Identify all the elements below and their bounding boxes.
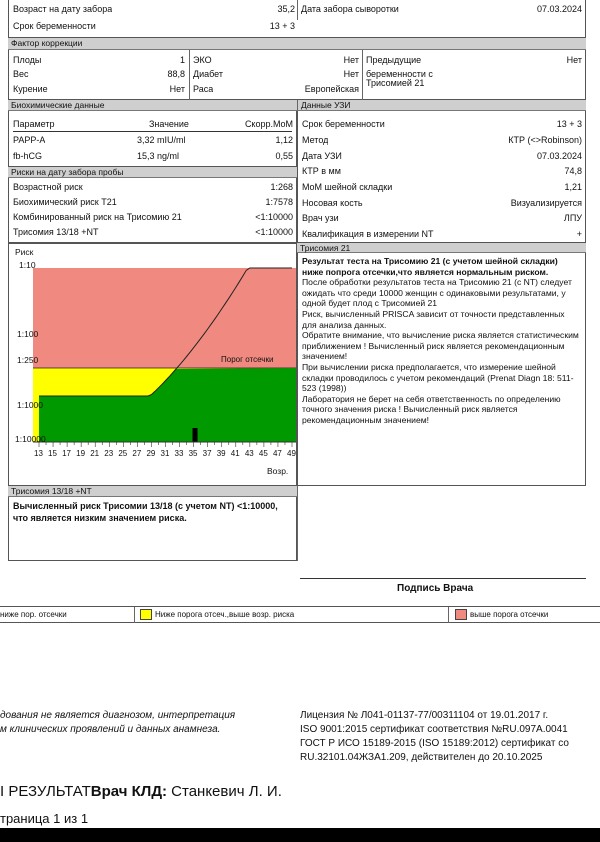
usi-value: Визуализируется [510,198,582,208]
x-axis-labels [9,449,296,461]
t21-title: Результат теста на Трисомию 21 (с учетом шейной складки) ниже попрога отсечки,что является нормальным риском. [302,256,558,277]
x-tick-label: 21 [90,449,100,458]
usi-value: + [576,229,582,239]
x-tick-label: 13 [34,449,43,458]
risk-value: 1:7578 [265,197,293,207]
list-item [9,211,296,224]
license-line-2: ISO 9001:2015 сертификат соответствия №RU.097A.0041 [300,724,568,735]
x-tick-label: 31 [160,449,170,458]
list-item [9,196,296,209]
page-number: траница 1 из 1 [0,811,89,826]
x-tick-label: 37 [202,449,212,458]
disclaimer-line-1: дования не является диагнозом, интерпретация [0,710,236,721]
x-tick-label: 33 [174,449,184,458]
usi-label: Метод [302,135,329,145]
x-tick-label: 17 [62,449,72,458]
prev-value: Нет [566,55,582,65]
risk-value: <1:10000 [255,212,293,222]
license-line-1: Лицензия № Л041-01137-77/00311104 от 19.01.2017 г. [300,710,549,721]
license-line-4: RU.32101.04ЖЗА1.209, действителен до 20.10.2025 [300,752,543,763]
t21-paragraph: После обработки результатов теста на Трисомию 21 (с NT) следует ожидать что среди 10000 женщин с одинаковыми результатами, у одной будет плод с Трисомией 21 [302,277,572,309]
col-value: Значение [149,119,189,129]
x-tick-label: 49 [287,449,296,458]
list-item [298,212,585,225]
t21-header: Трисомия 21 [297,243,586,253]
param-name: PAPP-A [13,135,46,145]
ivf-value: Нет [343,55,359,65]
weight-value: 88,8 [167,69,185,79]
ivf-label: ЭКО [193,55,212,65]
disclaimer-line-2: м клинических проявлений и данных анамнеза. [0,724,221,735]
table-row [9,150,296,163]
age-axis-label: Возр. [267,466,289,476]
ga-value: 13 + 3 [269,21,295,31]
usi-value: 07.03.2024 [536,151,582,161]
x-tick-label: 47 [272,449,282,458]
diabetes-label: Диабет [193,69,224,79]
ytick-10: 1:10 [19,260,36,270]
list-item [298,118,585,131]
prev-label-1: Предыдущие [366,55,422,65]
list-item [298,134,585,147]
risks-section [8,178,297,243]
legend [0,606,600,623]
param-mom: 1,12 [275,135,293,145]
risk-value: <1:10000 [255,227,293,237]
risk-label: Биохимический риск T21 [13,197,117,207]
list-item [298,197,585,210]
patient-risk-marker [193,428,198,442]
usi-label: КТР в мм [302,166,341,176]
usi-header: Данные УЗИ [297,100,586,111]
doctor-label: Врач КЛД: [90,783,167,800]
legend-item-mid: Ниже порога отсеч.,выше возр. риска [155,610,295,619]
usi-label: Носовая кость [302,198,363,208]
license-line-3: ГОСТ Р ИСО 15189-2015 (ISO 15189:2012) сертификат со [300,738,569,749]
legend-item-low: ниже пор. отсечки [0,610,67,619]
result-line [0,783,282,800]
prev-label-3: Трисомией 21 [366,78,425,88]
x-tick-label: 39 [216,449,226,458]
t1318-header: Трисомия 13/18 +NT [8,486,297,497]
correction-header: Фактор коррекции [8,38,586,50]
t21-section [297,253,586,486]
list-item [9,226,296,239]
usi-value: 1,21 [564,182,582,192]
risk-chart [8,243,297,486]
biochem-header: Биохимические данные [8,100,297,111]
usi-value: 13 + 3 [556,119,582,129]
legend-red-square [455,609,467,620]
t21-paragraph: При вычислении риска предполагается, что измерение шейной складки проводилось с учетом рекомендаций (Prenat Diagn 18: 511-523 (1998)) [302,361,574,394]
age-value: 35,2 [277,4,295,14]
table-row [9,134,296,147]
biochem-section [8,111,297,167]
doctor-signature-label: Подпись Врача [397,583,474,594]
list-item [9,181,296,194]
x-tick-label: 29 [146,449,156,458]
prev-label-2: беременности с [366,69,433,79]
list-item [298,150,585,163]
serum-date-label: Дата забора сыворотки [301,4,399,14]
list-item [298,165,585,178]
legend-item-high: выше порога отсечки [470,610,549,619]
usi-label: Дата УЗИ [302,151,342,161]
x-tick-label: 19 [76,449,86,458]
age-label: Возраст на дату забора [13,4,113,14]
risk-value: 1:268 [270,182,293,192]
x-tick-label: 27 [132,449,142,458]
x-tick-label: 23 [104,449,114,458]
t21-paragraph: Обратите внимание, что вычисление риска является статистическим приближением ! Вычисленный риск является рекомендационным значением! [302,330,579,362]
param-value: 15,3 ng/ml [137,151,180,161]
fetuses-value: 1 [179,55,185,65]
risk-label: Трисомия 13/18 +NT [13,227,99,237]
bottom-bar [0,828,600,842]
param-name: fb-hCG [13,151,43,161]
x-tick-label: 41 [230,449,240,458]
x-tick-label: 35 [188,449,198,458]
race-label: Раса [193,84,214,94]
ytick-10000: 1:10000 [15,434,46,444]
list-item [298,228,585,241]
t21-paragraph: Лаборатория не берет на себя ответственность по определению точного значения риска ! Вычисленный риск является рекомендационным значением! [302,393,561,425]
list-item [298,181,585,194]
chart-risk-label: Риск [15,247,34,257]
usi-value: КТР (<>Robinson) [508,135,582,145]
result-prefix: I РЕЗУЛЬТАТ [0,783,91,800]
ytick-250: 1:250 [17,355,39,365]
diabetes-value: Нет [343,69,359,79]
cutoff-label: Порог отсечки [221,355,274,364]
ytick-100: 1:100 [17,329,39,339]
col-param: Параметр [13,119,55,129]
col-mom: Скорр.MoM [244,119,293,129]
ytick-1000: 1:1000 [17,400,43,410]
fetuses-label: Плоды [13,55,42,65]
usi-label: Врач узи [302,213,339,223]
race-value: Европейская [304,84,359,94]
risk-label: Комбинированный риск на Трисомию 21 [13,212,182,222]
smoking-label: Курение [13,84,48,94]
t21-paragraph: Риск, вычисленный PRISCA зависит от точности представленных для анализа данных. [302,308,565,330]
doctor-name: Станкевич Л. И. [167,783,282,800]
usi-section [297,111,586,243]
usi-label: Срок беременности [302,119,385,129]
usi-label: MoM шейной складки [302,182,393,192]
ga-label: Срок беременности [13,21,96,31]
t1318-section [8,497,297,561]
legend-yellow-square [140,609,152,620]
usi-label: Квалификация в измерении NT [302,229,434,239]
x-tick-label: 15 [48,449,57,458]
param-mom: 0,55 [275,151,293,161]
top-section [8,0,586,38]
x-tick-label: 43 [244,449,254,458]
risks-header: Риски на дату забора пробы [8,167,297,178]
smoking-value: Нет [169,84,185,94]
correction-section [8,50,586,100]
usi-value: ЛПУ [563,213,582,223]
x-tick-label: 25 [118,449,128,458]
usi-value: 74,8 [564,166,582,176]
risk-label: Возрастной риск [13,182,83,192]
t1318-text: Вычисленный риск Трисомии 13/18 (с учетом NT) <1:10000, что является низким значением риска. [13,501,278,523]
param-value: 3,32 mIU/ml [137,135,186,145]
x-tick-label: 45 [258,449,268,458]
ga-row [9,20,585,33]
weight-label: Вес [13,69,29,79]
serum-date-value: 07.03.2024 [536,4,582,14]
